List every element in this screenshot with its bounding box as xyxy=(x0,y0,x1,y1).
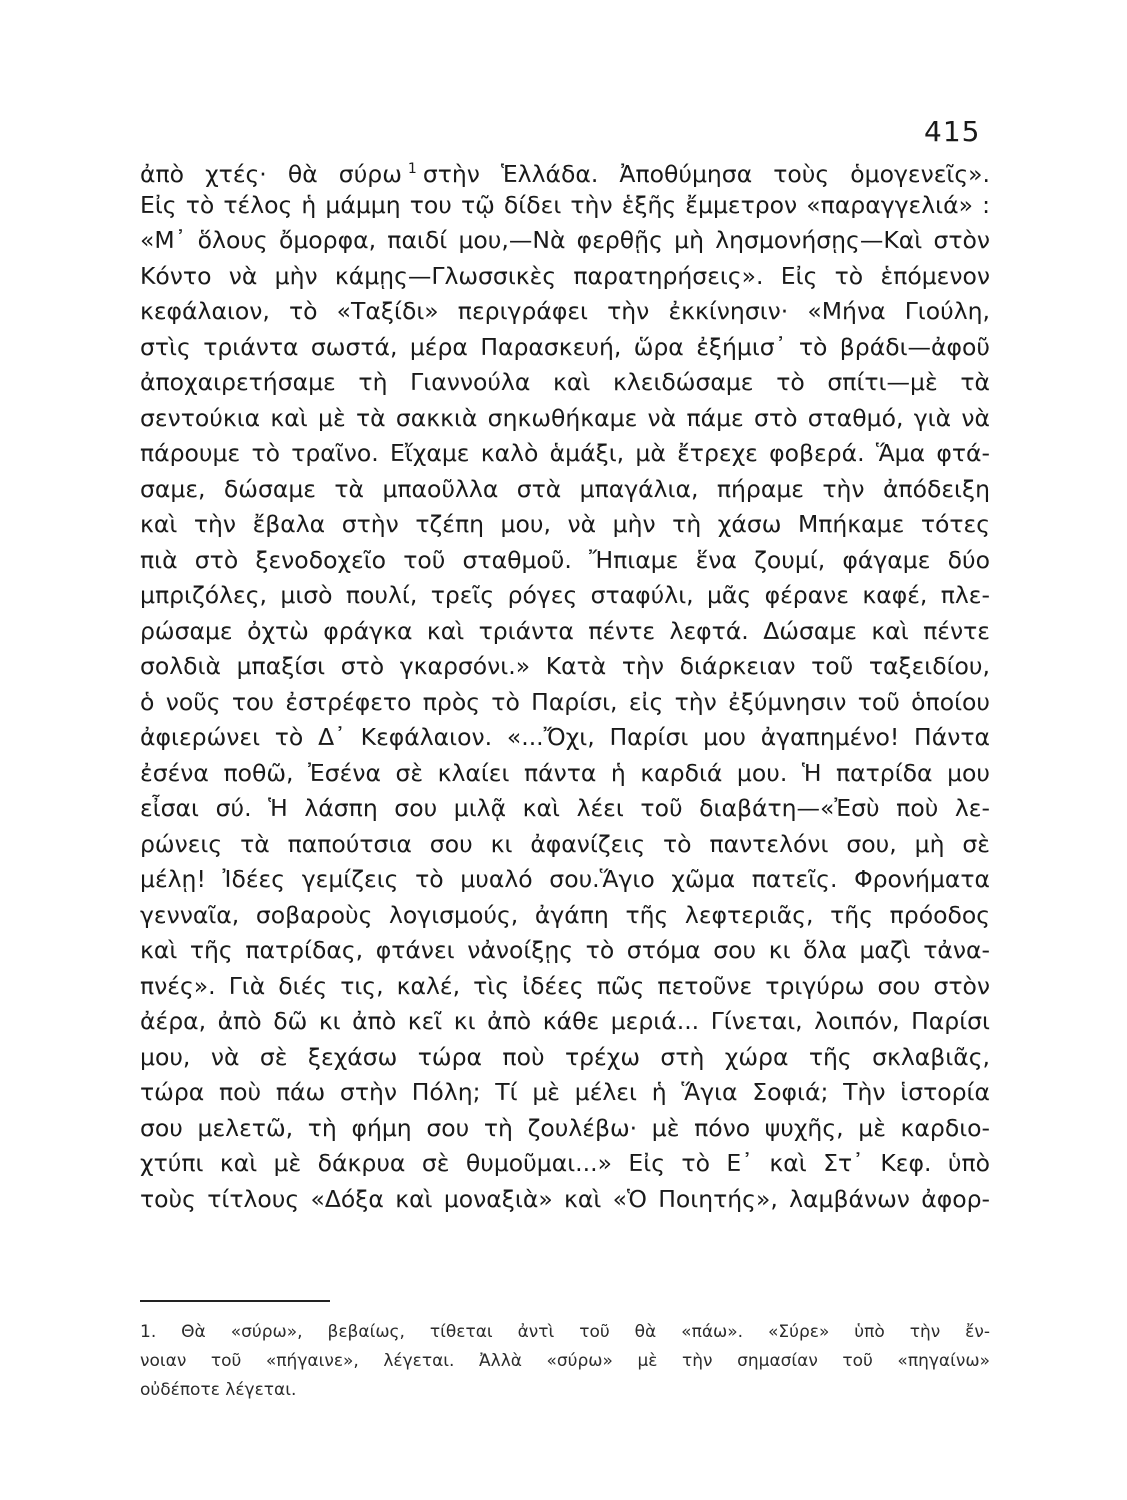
text-line: γενναῖα, σοβαροὺς λογισμούς, ἀγάπη τῆς λεφτεριᾶς, τῆς πρόοδος xyxy=(140,900,990,929)
text-line-1-start: ἀπὸ χτές· θὰ σύρω xyxy=(140,159,402,188)
footnote-divider xyxy=(140,1300,330,1302)
text-line: καὶ τῆς πατρίδας, φτάνει νἀνοίξῃς τὸ στόμα σου κι ὅλα μαζὶ τἀνα- xyxy=(140,936,990,964)
text-line: ἀφιερώνει τὸ Δ᾿ Κεφάλαιον. «...Ὄχι, Παρίσι μου ἀγαπημένο! Πάντα xyxy=(140,723,990,751)
text-line: ἀποχαιρετήσαμε τὴ Γιαννούλα καὶ κλειδώσαμε τὸ σπίτι—μὲ τὰ xyxy=(140,368,990,396)
text-line: σου μελετῶ, τὴ φήμη σου τὴ ζουλέβω· μὲ πόνο ψυχῆς, μὲ καρδιο- xyxy=(140,1113,990,1142)
text-line: μέλῃ! Ἰδέες γεμίζεις τὸ μυαλό σου.Ἅγιο χῶμα πατεῖς. Φρονήματα xyxy=(140,865,990,893)
page-number: 415 xyxy=(924,115,981,148)
text-line: σολδιὰ μπαξίσι στὸ γκαρσόνι.» Κατὰ τὴν διάρκειαν τοῦ ταξειδίου, xyxy=(140,652,990,680)
text-line: εἶσαι σύ. Ἡ λάσπη σου μιλᾷ καὶ λέει τοῦ διαβάτη—«Ἐσὺ ποὺ λε- xyxy=(140,794,990,822)
text-line: «Μ᾿ ὅλους ὄμορφα, παιδί μου,—Νὰ φερθῇς μὴ λησμονήσῃς—Καὶ στὸν xyxy=(140,226,990,254)
text-line: σεντούκια καὶ μὲ τὰ σακκιὰ σηκωθήκαμε νὰ πάμε στὸ σταθμό, γιὰ νὰ xyxy=(140,403,990,432)
text-line: ρώνεις τὰ παπούτσια σου κι ἀφανίζεις τὸ παντελόνι σου, μὴ σὲ xyxy=(140,829,990,858)
text-line: τώρα ποὺ πάω στὴν Πόλη; Τί μὲ μέλει ἡ Ἅγια Σοφιά; Τὴν ἱστορία xyxy=(140,1078,990,1106)
footnote-reference-marker: 1 xyxy=(407,161,417,177)
text-line: καὶ τὴν ἔβαλα στὴν τζέπη μου, νὰ μὴν τὴ χάσω Μπήκαμε τότες xyxy=(140,510,990,538)
main-text xyxy=(140,152,990,1217)
text-line: μου, νὰ σὲ ξεχάσω τώρα ποὺ τρέχω στὴ χώρα τῆς σκλαβιᾶς, xyxy=(140,1042,990,1071)
footnote-block xyxy=(140,1318,990,1405)
text-line: πιὰ στὸ ξενοδοχεῖο τοῦ σταθμοῦ. Ἤπιαμε ἕνα ζουμί, φάγαμε δύο xyxy=(140,545,990,574)
text-line: πάρουμε τὸ τραῖνο. Εἴχαμε καλὸ ἁμάξι, μὰ ἔτρεχε φοβερά. Ἅμα φτά- xyxy=(140,439,990,467)
text-line: ἐσένα ποθῶ, Ἐσένα σὲ κλαίει πάντα ἡ καρδιά μου. Ἡ πατρίδα μου xyxy=(140,758,990,787)
text-line-1 xyxy=(140,152,990,188)
text-line: μπριζόλες, μισὸ πουλί, τρεῖς ρόγες σταφύλι, μᾶς φέρανε καφέ, πλε- xyxy=(140,581,990,609)
footnote-line: 1. Θὰ «σύρω», βεβαίως, τίθεται ἀντὶ τοῦ θὰ «πάω». «Σύρε» ὑπὸ τὴν ἔν- xyxy=(140,1322,990,1342)
text-line: ρώσαμε ὀχτὼ φράγκα καὶ τριάντα πέντε λεφτά. Δώσαμε καὶ πέντε xyxy=(140,616,990,645)
text-line: Εἰς τὸ τέλος ἡ μάμμη του τῷ δίδει τὴν ἑξῆς ἔμμετρον «παραγγελιά» : xyxy=(140,190,990,219)
text-line: σαμε, δώσαμε τὰ μπαοῦλλα στὰ μπαγάλια, πήραμε τὴν ἀπόδειξη xyxy=(140,474,990,503)
footnote-line: νοιαν τοῦ «πήγαινε», λέγεται. Ἀλλὰ «σύρω» μὲ τὴν σημασίαν τοῦ «πηγαίνω» xyxy=(140,1351,990,1371)
text-line: Κόντο νὰ μὴν κάμῃς—Γλωσσικὲς παρατηρήσεις». Εἰς τὸ ἑπόμενον xyxy=(140,261,990,290)
text-line: πνές». Γιὰ διές τις, καλέ, τὶς ἰδέες πῶς πετοῦνε τριγύρω σου στὸν xyxy=(140,971,990,1000)
text-line-1-end: στὴν Ἑλλάδα. Ἀποθύμησα τοὺς ὁμογενεῖς». xyxy=(422,159,990,188)
footnote-line: οὐδέποτε λέγεται. xyxy=(140,1380,297,1400)
text-line: ἀέρα, ἀπὸ δῶ κι ἀπὸ κεῖ κι ἀπὸ κάθε μεριά... Γίνεται, λοιπόν, Παρίσι xyxy=(140,1007,990,1035)
text-line: ὁ νοῦς του ἐστρέφετο πρὸς τὸ Παρίσι, εἰς τὴν ἐξύμνησιν τοῦ ὁποίου xyxy=(140,687,990,716)
text-line: χτύπι καὶ μὲ δάκρυα σὲ θυμοῦμαι...» Εἰς τὸ Ε᾿ καὶ Στ᾿ Κεφ. ὑπὸ xyxy=(140,1149,990,1177)
text-line: τοὺς τίτλους «Δόξα καὶ μοναξιὰ» καὶ «Ὁ Ποιητής», λαμβάνων ἀφορ- xyxy=(140,1184,990,1213)
text-line: κεφάλαιον, τὸ «Ταξίδι» περιγράφει τὴν ἐκκίνησιν· «Μήνα Γιούλη, xyxy=(140,297,990,325)
text-line: στὶς τριάντα σωστά, μέρα Παρασκευή, ὥρα ἐξήμισ᾿ τὸ βράδι—ἀφοῦ xyxy=(140,332,990,361)
